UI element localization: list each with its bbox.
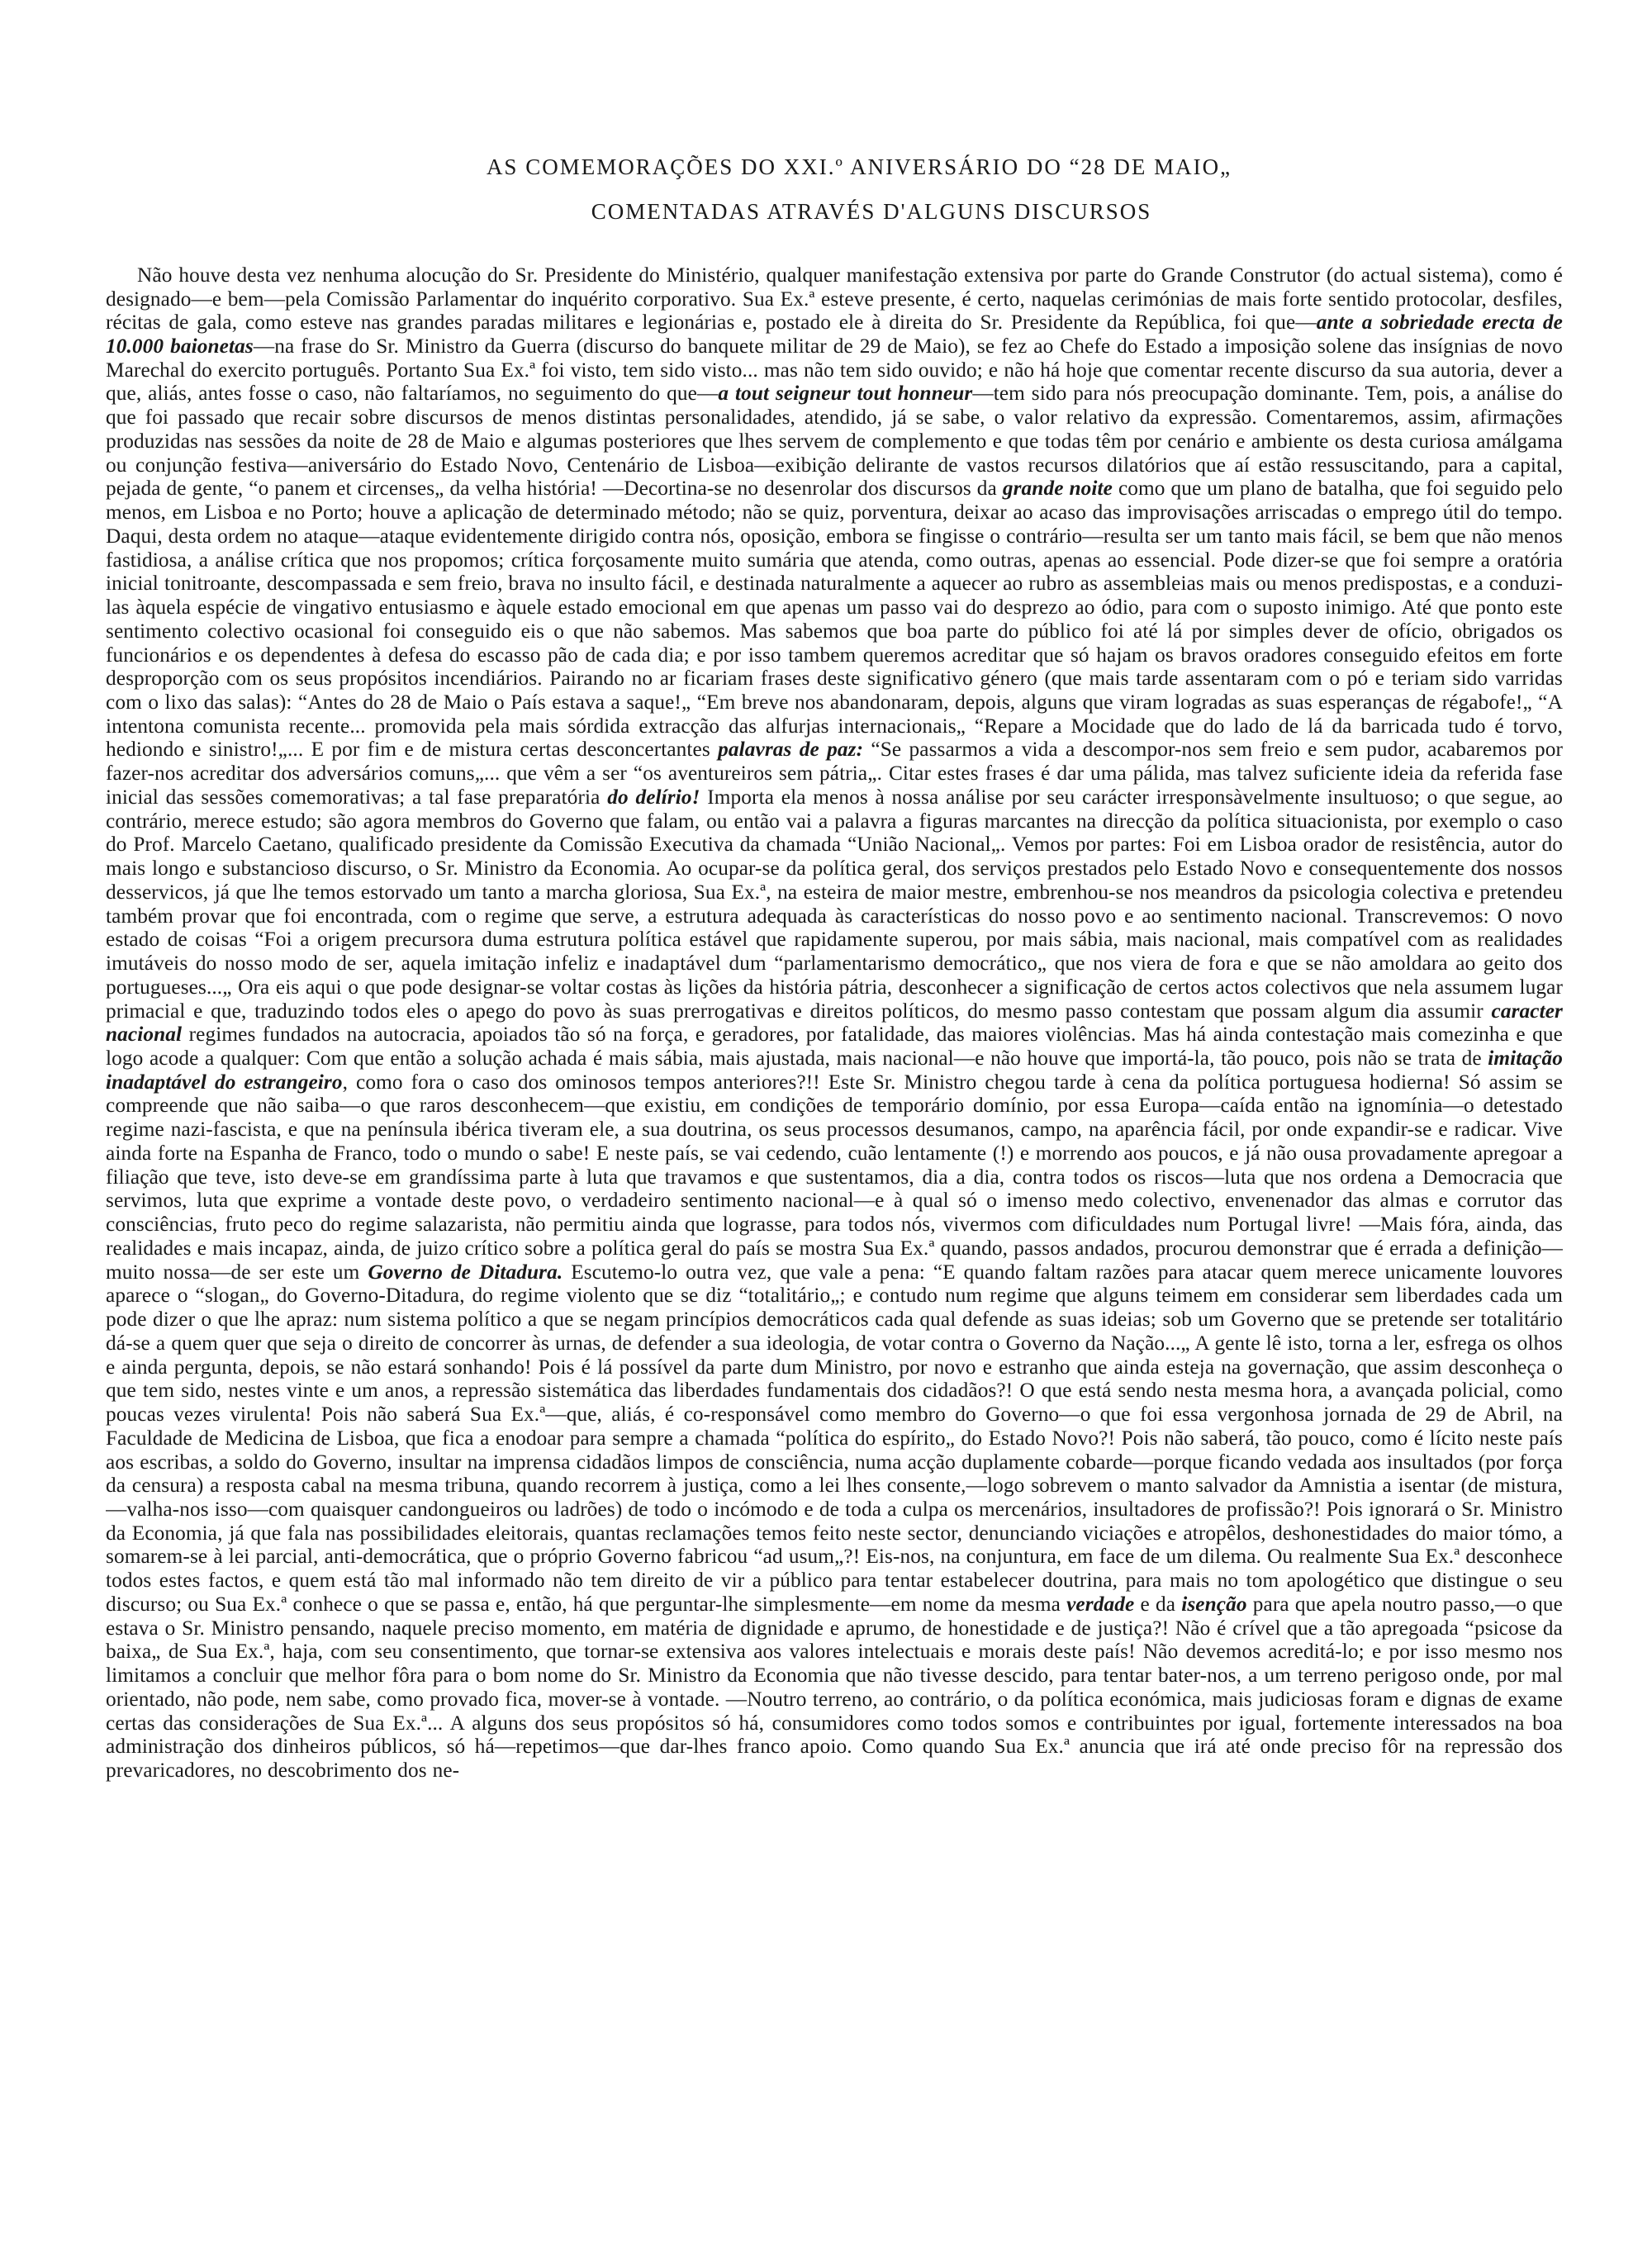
- article-body: [106, 264, 1563, 1783]
- body-emphasis: a tout seigneur tout honneur: [718, 382, 973, 406]
- body-text-segment: Escutemo-lo outra vez, que vale a pena: “E quando faltam razões para atacar quem merece unicamente louvores aparece o “slogan„ do Governo-Ditadura, do regime violento que se diz “totalitário„; e contudo num regime que alguns teimem em considerar sem liberdades cada um pode dizer o que lhe apraz: num sistema político a que se negam princípios democráticos cada qual defende as suas ideias; sob um Governo que se pretende ser totalitário dá-se a quem quer que seja o direito de concorrer às urnas, de defender a sua ideologia, de votar contra o Governo da Nação...„ A gente lê isto, torna a ler, esfrega os olhos e ainda pergunta, depois, se não estará sonhando! Pois é lá possível da parte dum Ministro, por novo e estranho que ainda esteja na governação, que assim desconheça o que tem sido, nestes vinte e um anos, a repressão sistemática das liberdades fundamentais dos cidadãos?! O que está sendo nesta mesma hora, a avançada policial, como poucas vezes virulenta! Pois não saberá Sua Ex.ª—que, aliás, é co-responsável como membro do Governo—o que foi essa vergonhosa jornada de 29 de Abril, na Faculdade de Medicina de Lisboa, que fica a enodoar para sempre a chamada “política do espírito„ do Estado Novo?! Pois não saberá, tão pouco, como é lícito neste país aos escribas, a soldo do Governo, insultar na imprensa cidadãos limpos de consciência, numa acção duplamente cobarde—porque ficando vedada aos insultados (por força da censura) a resposta cabal na mesma tribuna, quando recorrem à justiça, como a lei lhes consente,—logo sobrevem o manto salvador da Amnistia a isentar (de mistura,—valha-nos isso—com quaisquer candongueiros ou ladrões) de todo o incómodo e de toda a culpa os mercenários, insultadores de profissão?! Pois ignorará o Sr. Ministro da Economia, já que fala nas possibilidades eleitorais, quantas reclamações temos feito neste sector, denunciando viciações e atropêlos, deshonestidades do maior tómo, a somarem-se à lei parcial, anti-democrática, que o próprio Governo fabricou “ad usum„?! Eis-nos, na conjuntura, em face de um dilema. Ou realmente Sua Ex.ª desconhece todos estes factos, e quem está tão mal informado não tem direito de vir a público para tentar estabelecer doutrina, para mais no tom apologético que distingue o seu discurso; ou Sua Ex.ª conhece o que se passa e, então, há que perguntar-lhe simplesmente—em nome da mesma: [106, 1260, 1563, 1616]
- body-text-segment: Importa ela menos à nossa análise por seu carácter irresponsàvelmente insultuoso; o que segue, ao contrário, merece estudo; são agora membros do Governo que falam, ou então vai a palavra a figuras marcantes na direcção da política situacionista, por exemplo o caso do Prof. Marcelo Caetano, qualificado presidente da Comissão Executiva da chamada “União Nacional„. Vemos por partes: Foi em Lisboa orador de resistência, autor do mais longo e substancioso discurso, o Sr. Ministro da Economia. Ao ocupar-se da política geral, dos serviços prestados pelo Estado Novo e consequentemente dos nossos desservicos, já que lhe temos estorvado um tanto a marcha gloriosa, Sua Ex.ª, na esteira de maior mestre, embrenhou-se nos meandros da psicologia colectiva e pretendeu também provar que foi encontrada, com o regime que serve, a estrutura adequada às características do nosso povo e ao sentimento nacional. Transcrevemos: O novo estado de coisas “Foi a origem precursora duma estrutura política estável que rapidamente superou, por mais sábia, mais nacional, mais compatível com as realidades imutáveis do nosso modo de ser, aquela imitação infeliz e inadaptável dum “parlamentarismo democrático„ que nos viera de fora e que se não amoldara ao geito dos portugueses...„ Ora eis aqui o que pode designar-se voltar costas às lições da história pátria, desconhecer a significação de certos actos colectivos que nela assumem lugar primacial e que, traduzindo todos eles o apego do povo às suas prerrogativas e direitos políticos, do mesmo passo contestam que possam algum dia assumir: [106, 785, 1563, 1023]
- body-text-segment: “Se passarmos a vida a descompor-nos sem freio e sem pudor, acabaremos por fazer-nos acreditar dos adversários comuns„... que vêm a ser “os aventureiros sem pátria„. Citar estes frases é dar uma pálida, mas talvez suficiente ideia da referida fase inicial das sessões comemorativas; a tal fase preparatória: [106, 738, 1563, 809]
- document-page: [106, 124, 1563, 2239]
- article-subtitle: COMENTADAS ATRAVÉS D'ALGUNS DISCURSOS: [591, 199, 1152, 225]
- body-emphasis: caracter nacional: [106, 999, 1563, 1047]
- body-emphasis: do delírio!: [607, 785, 700, 809]
- body-text-segment: —na frase do Sr. Ministro da Guerra (discurso do banquete militar de 29 de Maio), se fez ao Chefe do Estado a imposição solene das insígnias de novo Marechal do exercito português. Portanto Sua Ex.ª foi visto, tem sido visto... mas não tem sido ouvido; e não há hoje que comentar recente discurso da sua autoria, dever a que, aliás, antes fosse o caso, não faltaríamos, no seguimento do que—: [106, 334, 1563, 406]
- body-text-segment: para que apela noutro passo,—o que estava o Sr. Ministro pensando, naquele preciso momento, em matéria de dignidade e aprumo, de honestidade e de justiça?! Não é crível que a tão apregoada “psicose da baixa„ de Sua Ex.ª, haja, com seu consentimento, que tornar-se extensiva aos valores intelectuais e morais deste país! Não devemos acreditá-lo; e por isso mesmo nos limitamos a concluir que melhor fôra para o bom nome do Sr. Ministro da Economia que não tivesse descido, para tentar bater-nos, a um terreno perigoso onde, por mal orientado, não pode, nem sabe, como provado fica, mover-se à vontade. —Noutro terreno, ao contrário, o da política económica, mais judiciosas foram e dignas de exame certas das considerações de Sua Ex.ª... A alguns dos seus propósitos só há, consumidores como todos somos e contribuintes por igual, fortemente interessados na boa administração dos dinheiros públicos, só há—repetimos—que dar-lhes franco apoio. Como quando Sua Ex.ª anuncia que irá até onde preciso fôr na repressão dos prevaricadores, no descobrimento dos ne-: [106, 1592, 1563, 1783]
- body-emphasis: Governo de Ditadura.: [368, 1260, 563, 1284]
- body-text-segment: Não houve desta vez nenhuma alocução do Sr. Presidente do Ministério, qualquer manifestação extensiva por parte do Grande Construtor (do actual sistema), como é designado—e bem—pela Comissão Parlamentar do inquérito corporativo. Sua Ex.ª esteve presente, é certo, naquelas cerimónias de mais forte sentido protocolar, desfiles, récitas de gala, como esteve nas grandes paradas militares e legionárias e, postado ele à direita do Sr. Presidente da República, foi que—: [106, 263, 1563, 335]
- body-text-segment: como que um plano de batalha, que foi seguido pelo menos, em Lisboa e no Porto; houve a aplicação de determinado método; não se quiz, porventura, deixar ao acaso das improvisações arriscadas o emprego útil do tempo. Daqui, desta ordem no ataque—ataque evidentemente dirigido contra nós, oposição, embora se fingisse o contrário—resulta ser um tanto mais fácil, se bem que não menos fastidiosa, a análise crítica que nos propomos; crítica forçosamente muito sumária que atenda, como outras, apenas ao essencial. Pode dizer-se que foi sempre a oratória inicial tonitroante, descompassada e sem freio, brava no insulto fácil, e destinada naturalmente a aquecer ao rubro as assembleias mais ou menos predispostas, e a conduzi-las àquela espécie de vingativo entusiasmo e àquele estado emocional em que apenas um passo vai do desprezo ao ódio, para com o suposto inimigo. Até que ponto este sentimento colectivo ocasional foi conseguido eis o que não sabemos. Mas sabemos que boa parte do público foi até lá por simples dever de ofício, obrigados os funcionários e os dependentes à defesa do escasso pão de cada dia; e por isso tambem queremos acreditar que só hajam os bravos oradores conseguido efeitos em forte desproporção com os seus propósitos incendiários. Pairando no ar ficariam frases deste significativo género (que mais tarde assentaram com o pó e teriam sido varridas com o lixo das salas): “Antes do 28 de Maio o País estava a saque!„ “Em breve nos abandonaram, depois, alguns que viram logradas as suas esperanças de régabofe!„ “A intentona comunista recente... promovida pela mais sórdida extracção das alfurjas internacionais„ “Repare a Mocidade que do lado de lá da barricada tudo é torvo, hediondo e sinistro!„... E por fim e de mistura certas desconcertantes: [106, 477, 1563, 762]
- body-text-segment: , como fora o caso dos ominosos tempos anteriores?!! Este Sr. Ministro chegou tarde à cena da política portuguesa hodierna! Só assim se compreende que não saiba—o que raros desconhecem—que existiu, em condições de temporário domínio, por essa Europa—caída então na ignomínia—o detestado regime nazi-fascista, e que na península ibérica tiveram ele, a sua doutrina, os seus processos desumanos, campo, na aparência fácil, por onde expandir-se e radicar. Vive ainda forte na Espanha de Franco, todo o mundo o sabe! E neste país, se vai cedendo, cuão lentamente (!) e morrendo aos poucos, e já não ousa provadamente apregoar a filiação que teve, isto deve-se em grandíssima parte à luta que travamos e que sustentamos, dia a dia, contra todos os riscos—luta que nos ordena a Democracia que servimos, luta que exprime a vontade deste povo, o verdadeiro sentimento nacional—e à qual só o imenso medo colectivo, envenenador das almas e corrutor das consciências, fruto peco do regime salazarista, não permitiu ainda que lograsse, para todos nós, vivermos com dificuldades num Portugal livre! —Mais fóra, ainda, das realidades e mais incapaz, ainda, de juizo crítico sobre a política geral do país se mostra Sua Ex.ª quando, passos andados, procurou demonstrar que é errada a definição—muito nossa—de ser este um: [106, 1070, 1563, 1284]
- body-emphasis: ante a sobriedade erecta de 10.000 baionetas: [106, 311, 1563, 358]
- body-text-segment: e da: [1134, 1592, 1182, 1616]
- body-text-segment: —tem sido para nós preocupação dominante. Tem, pois, a análise do que foi passado que recair sobre discursos de menos distintas personalidades, atendido, já se sabe, o valor relativo da expressão. Comentaremos, assim, afirmações produzidas nas sessões da noite de 28 de Maio e algumas posteriores que lhes servem de complemento e que todas têm por cenário e ambiente os desta curiosa amálgama ou conjunção festiva—aniversário do Estado Novo, Centenário de Lisboa—exibição delirante de vastos recursos dilatórios que aí estão ressuscitando, para a capital, pejada de gente, “o panem et circenses„ da velha história! —Decortina-se no desenrolar dos discursos da: [106, 382, 1563, 501]
- body-emphasis: grande noite: [1002, 477, 1113, 501]
- body-emphasis: imitação inadaptável do estrangeiro: [106, 1047, 1563, 1094]
- body-text-segment: regimes fundados na autocracia, apoiados tão só na força, e geradores, por fatalidade, das maiores violências. Mas há ainda contestação mais comezinha e que logo acode a qualquer: Com que então a solução achada é mais sábia, mais ajustada, mais nacional—e não houve que importá-la, tão pouco, pois não se trata de: [106, 1023, 1563, 1071]
- body-emphasis: palavras de paz:: [718, 738, 864, 762]
- body-emphasis: isenção: [1181, 1592, 1247, 1616]
- article-title: AS COMEMORAÇÕES DO XXI.º ANIVERSÁRIO DO “28 DE MAIO„: [486, 154, 1232, 179]
- body-emphasis: verdade: [1066, 1592, 1135, 1616]
